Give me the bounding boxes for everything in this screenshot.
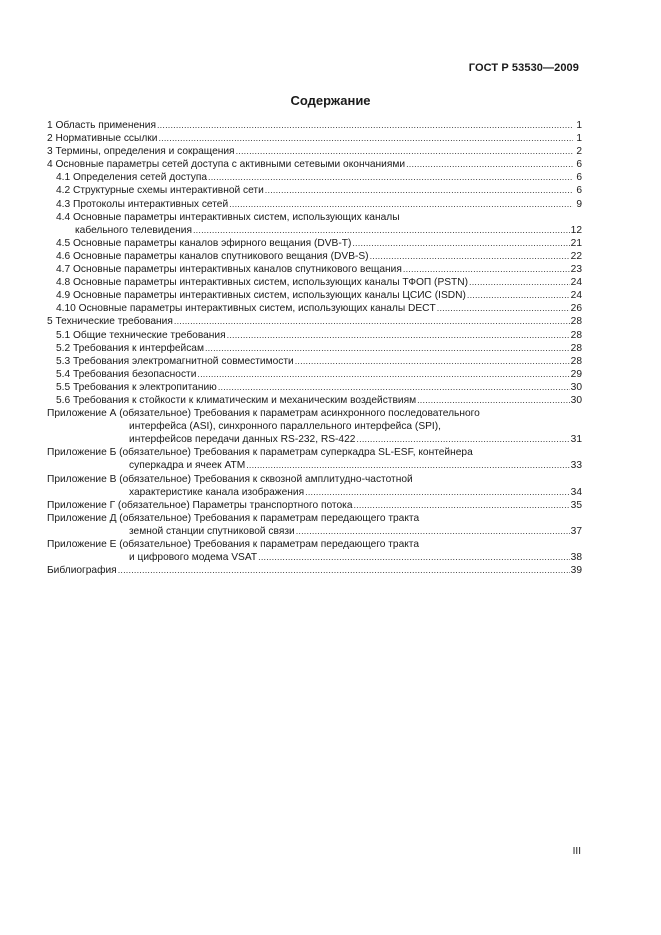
toc-entry[interactable] — [47, 381, 582, 394]
toc-entry-title: 5.4 Требования безопасности — [56, 368, 197, 380]
toc-entry-title: и цифрового модема VSAT — [129, 552, 258, 564]
toc-entry-title: 5 Технические требования — [47, 316, 173, 328]
toc-entry[interactable] — [47, 158, 582, 171]
toc-entry-page: 6 — [576, 185, 582, 197]
toc-entry-title: земной станции спутниковой связи — [129, 525, 295, 537]
toc-entry-page: 29 — [570, 368, 582, 380]
dot-leader — [236, 145, 573, 158]
toc-entry-page: 22 — [570, 250, 582, 262]
dot-leader — [417, 394, 570, 407]
toc-entry[interactable] — [47, 499, 582, 512]
toc-entry-title: 3 Термины, определения и сокращения — [47, 146, 235, 158]
toc-entry-title: 4.7 Основные параметры интерактивных каналов спутникового вещания — [56, 264, 402, 276]
dot-leader — [403, 263, 570, 276]
dot-leader — [295, 355, 570, 368]
toc-entry-page: 28 — [570, 342, 582, 354]
dot-leader — [118, 564, 570, 577]
dot-leader — [467, 289, 570, 302]
toc-entry[interactable] — [47, 446, 582, 472]
toc-entry-page: 33 — [570, 460, 582, 472]
toc-entry-title: 2 Нормативные ссылки — [47, 133, 158, 145]
dot-leader — [174, 315, 570, 328]
toc-entry-title: 4.10 Основные параметры интерактивных систем, использующих каналы DECT — [56, 303, 436, 315]
toc-entry-page: 1 — [576, 133, 582, 145]
toc-entry[interactable] — [47, 315, 582, 328]
dot-leader — [197, 368, 569, 381]
toc-entry[interactable] — [47, 263, 582, 276]
toc-entry[interactable] — [47, 538, 582, 564]
toc-entry-page: 30 — [570, 394, 582, 406]
toc-entry[interactable] — [47, 250, 582, 263]
dot-leader — [265, 184, 573, 197]
toc-entry-title: Приложение Г (обязательное) Параметры транспортного потока — [47, 499, 353, 511]
toc-entry-page: 26 — [570, 303, 582, 315]
toc-entry[interactable] — [47, 329, 582, 342]
toc-entry[interactable] — [47, 237, 582, 250]
dot-leader — [246, 459, 569, 472]
toc-entry-title: Приложение А (обязательное) Требования к параметрам асинхронного последовательного — [47, 408, 480, 420]
toc-entry-page: 21 — [570, 237, 582, 249]
toc-entry[interactable] — [47, 289, 582, 302]
dot-leader — [227, 329, 570, 342]
page-header: ГОСТ Р 53530—2009 — [468, 62, 579, 74]
dot-leader — [296, 525, 570, 538]
toc-entry[interactable] — [47, 355, 582, 368]
toc-entry-page: 9 — [576, 198, 582, 210]
toc-entry[interactable] — [47, 171, 582, 184]
toc-entry-page: 39 — [570, 565, 582, 577]
toc-entry-title: 4.3 Протоколы интерактивных сетей — [56, 198, 229, 210]
dot-leader — [205, 342, 570, 355]
toc-entry-title: суперкадра и ячеек ATM — [129, 460, 246, 472]
toc-entry-title: 4.4 Основные параметры интерактивных систем, использующих каналы — [56, 211, 400, 223]
dot-leader — [229, 198, 573, 211]
dot-leader — [370, 250, 570, 263]
toc-entry-page: 12 — [570, 224, 582, 236]
table-of-contents — [47, 119, 582, 577]
toc-entry-title: интерфейсов передачи данных RS-232, RS-422 — [129, 434, 356, 446]
dot-leader — [305, 486, 570, 499]
toc-entry-page: 37 — [570, 525, 582, 537]
toc-entry-page: 28 — [570, 316, 582, 328]
dot-leader — [158, 132, 573, 145]
toc-entry-page: 23 — [570, 264, 582, 276]
toc-entry-page: 6 — [576, 159, 582, 171]
toc-entry-title: 5.2 Требования к интерфейсам — [56, 342, 204, 354]
toc-entry[interactable] — [47, 473, 582, 499]
dot-leader — [353, 499, 569, 512]
toc-entry-title: 5.1 Общие технические требования — [56, 329, 226, 341]
toc-entry[interactable] — [47, 302, 582, 315]
toc-entry-title: 4.1 Определения сетей доступа — [56, 172, 208, 184]
toc-entry[interactable] — [47, 184, 582, 197]
toc-entry-page: 1 — [576, 120, 582, 131]
toc-entry-page: 24 — [570, 277, 582, 289]
toc-entry[interactable] — [47, 407, 582, 446]
page-title: Содержание — [290, 93, 371, 108]
toc-entry-title: 4.2 Структурные схемы интерактивной сети — [56, 185, 264, 197]
toc-entry-title: 5.6 Требования к стойкости к климатическим и механическим воздействиям — [56, 394, 417, 406]
toc-entry[interactable] — [47, 211, 582, 237]
toc-entry-title: 4.6 Основные параметры каналов спутникового вещания (DVB-S) — [56, 250, 369, 262]
toc-entry-title: 4 Основные параметры сетей доступа с активными сетевыми окончаниями — [47, 159, 406, 171]
dot-leader — [437, 302, 570, 315]
toc-entry-title: 5.3 Требования электромагнитной совместимости — [56, 355, 294, 367]
toc-entry-title: 4.9 Основные параметры интерактивных систем, использующих каналы ЦСИС (ISDN) — [56, 290, 466, 302]
dot-leader — [469, 276, 570, 289]
toc-entry-title: Приложение Б (обязательное) Требования к параметрам суперкадра SL-ESF, контейнера — [47, 447, 473, 459]
dot-leader — [208, 171, 573, 184]
toc-entry[interactable] — [47, 342, 582, 355]
toc-entry-title: кабельного телевидения — [75, 224, 192, 236]
toc-entry-title: 4.5 Основные параметры каналов эфирного вещания (DVB-T) — [56, 237, 352, 249]
toc-entry-page: 35 — [570, 499, 582, 511]
dot-leader — [352, 237, 569, 250]
toc-entry[interactable] — [47, 564, 582, 577]
toc-entry-page: 24 — [570, 290, 582, 302]
page-number: III — [572, 846, 581, 857]
toc-entry-page: 30 — [570, 381, 582, 393]
dot-leader — [157, 119, 573, 132]
toc-entry-page: 28 — [570, 329, 582, 341]
toc-entry[interactable] — [47, 394, 582, 407]
dot-leader — [406, 158, 573, 171]
toc-entry-page: 28 — [570, 355, 582, 367]
toc-entry-title: характеристике канала изображения — [129, 486, 305, 498]
toc-entry-title: Приложение Е (обязательное) Требования к параметрам передающего тракта — [47, 539, 420, 550]
toc-entry-title: интерфейса (ASI), синхронного параллельного интерфейса (SPI), — [129, 421, 441, 433]
toc-entry[interactable] — [47, 276, 582, 289]
toc-entry[interactable] — [47, 119, 582, 132]
toc-entry-title: 1 Область применения — [47, 120, 156, 131]
toc-entry-page: 34 — [570, 486, 582, 498]
toc-entry-title: 5.5 Требования к электропитанию — [56, 381, 217, 393]
toc-entry-title: Приложение В (обязательное) Требования к сквозной амплитудно-частотной — [47, 473, 413, 485]
toc-entry[interactable] — [47, 145, 582, 158]
toc-entry-page: 6 — [576, 172, 582, 184]
toc-entry-title: 4.8 Основные параметры интерактивных систем, использующих каналы ТФОП (PSTN) — [56, 277, 469, 289]
toc-entry[interactable] — [47, 368, 582, 381]
toc-entry-title: Библиография — [47, 565, 117, 577]
dot-leader — [193, 224, 570, 237]
toc-entry-page: 38 — [570, 552, 582, 564]
dot-leader — [356, 433, 569, 446]
toc-entry[interactable] — [47, 512, 582, 538]
dot-leader — [258, 551, 570, 564]
dot-leader — [218, 381, 570, 394]
toc-entry-title: Приложение Д (обязательное) Требования к параметрам передающего тракта — [47, 512, 420, 524]
toc-entry-page: 31 — [570, 434, 582, 446]
toc-entry[interactable] — [47, 198, 582, 211]
toc-entry[interactable] — [47, 132, 582, 145]
toc-entry-page: 2 — [576, 146, 582, 158]
